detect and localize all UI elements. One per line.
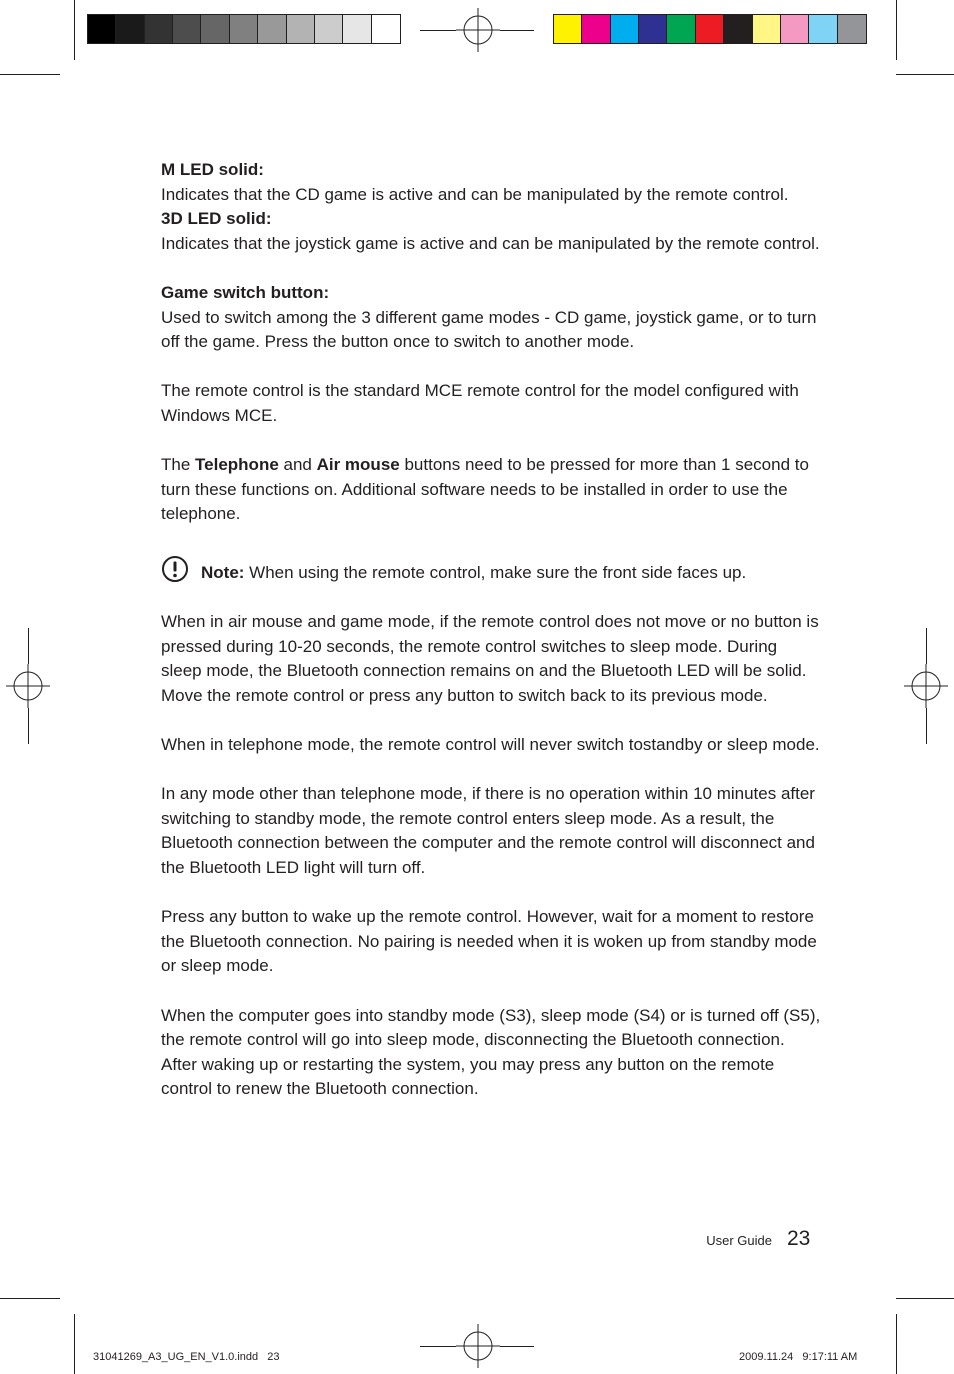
crop-mark: [896, 74, 954, 75]
process-color-swatch: [724, 15, 752, 43]
crop-mark: [896, 1314, 897, 1374]
game-switch-description: Used to switch among the 3 different game modes - CD game, joystick game, or to turn off the game. Press the button once to switch to another mode.: [161, 307, 817, 352]
process-color-swatch: [781, 15, 809, 43]
grayscale-swatch: [258, 15, 286, 43]
crop-mark: [926, 708, 927, 744]
crop-mark: [28, 708, 29, 744]
grayscale-swatch: [145, 15, 173, 43]
led3d-heading: 3D LED solid:: [161, 209, 272, 229]
process-color-swatch: [582, 15, 610, 43]
led3d-description: Indicates that the joystick game is active and can be manipulated by the remote control.: [161, 233, 820, 253]
m-led-description: Indicates that the CD game is active and can be manipulated by the remote control.: [161, 184, 789, 204]
grayscale-color-bar: [87, 14, 401, 44]
process-color-swatch: [554, 15, 582, 43]
process-color-swatch: [838, 15, 866, 43]
process-color-swatch: [696, 15, 724, 43]
any-mode-paragraph: In any mode other than telephone mode, if there is no operation within 10 minutes after switching to standby mode, the remote control enters sleep mode. As a result, the Bluetooth connection between the computer and the remote control will disconnect and the Bluetooth LED light will turn off.: [161, 784, 815, 878]
registration-mark-icon: [456, 1324, 500, 1368]
crop-mark: [74, 0, 75, 60]
wake-paragraph: Press any button to wake up the remote control. However, wait for a moment to restore the Bluetooth connection. No pairing is needed when it is woken up from standby mode or sleep mode.: [161, 907, 817, 976]
crop-mark: [28, 628, 29, 664]
mce-paragraph: The remote control is the standard MCE remote control for the model configured with Windows MCE.: [161, 381, 799, 425]
process-color-swatch: [753, 15, 781, 43]
page-number: 23: [787, 1227, 811, 1250]
crop-mark: [74, 1314, 75, 1374]
game-switch-heading: Game switch button:: [161, 282, 330, 302]
crop-mark: [420, 1346, 456, 1347]
process-color-swatch: [809, 15, 837, 43]
crop-mark: [500, 1346, 534, 1347]
crop-mark: [500, 30, 534, 31]
process-color-swatch: [667, 15, 695, 43]
grayscale-swatch: [343, 15, 371, 43]
crop-mark: [0, 74, 60, 75]
process-color-bar: [553, 14, 867, 44]
telephone-mode-paragraph: When in telephone mode, the remote control will never switch tostandby or sleep mode.: [161, 735, 820, 755]
registration-mark-icon: [456, 8, 500, 52]
grayscale-swatch: [173, 15, 201, 43]
m-led-heading: M LED solid:: [161, 160, 264, 179]
grayscale-swatch: [116, 15, 144, 43]
telephone-paragraph: The Telephone and Air mouse buttons need to be pressed for more than 1 second to turn these functions on. Additional software needs to be installed in order to use the telephone.: [161, 455, 809, 524]
registration-mark-icon: [904, 664, 948, 708]
note-label: Note:: [201, 562, 245, 582]
footer-label: User Guide: [706, 1233, 772, 1248]
note-text: When using the remote control, make sure the front side faces up.: [244, 562, 747, 582]
slug-timestamp: 2009.11.24 9:17:11 AM: [739, 1351, 858, 1363]
grayscale-swatch: [230, 15, 258, 43]
process-color-swatch: [639, 15, 667, 43]
registration-mark-icon: [6, 664, 50, 708]
air-mouse-paragraph: When in air mouse and game mode, if the remote control does not move or no button is pressed during 10-20 seconds, the remote control switches to sleep mode. During sleep mode, the Bluetooth connection remains on and the Bluetooth LED will be solid. Move the remote control or press any button to switch back to its previous mode.: [161, 612, 819, 705]
exclamation-circle-icon: [161, 555, 189, 583]
crop-mark: [926, 628, 927, 664]
grayscale-swatch: [287, 15, 315, 43]
note-paragraph: [161, 561, 821, 586]
grayscale-swatch: [201, 15, 229, 43]
grayscale-swatch: [372, 15, 400, 43]
crop-mark: [420, 30, 456, 31]
grayscale-swatch: [315, 15, 343, 43]
process-color-swatch: [611, 15, 639, 43]
page-body: [161, 158, 821, 1102]
crop-mark: [896, 0, 897, 60]
grayscale-swatch: [88, 15, 116, 43]
slug-filename: 31041269_A3_UG_EN_V1.0.indd 23: [93, 1351, 280, 1363]
standby-paragraph: When the computer goes into standby mode (S3), sleep mode (S4) or is turned off (S5), the remote control will go into sleep mode, disconnecting the Bluetooth connection. After waking up or restarting the system, you may press any button on the remote control to renew the Bluetooth connection.: [161, 1005, 821, 1099]
crop-mark: [0, 1298, 60, 1299]
crop-mark: [896, 1298, 954, 1299]
